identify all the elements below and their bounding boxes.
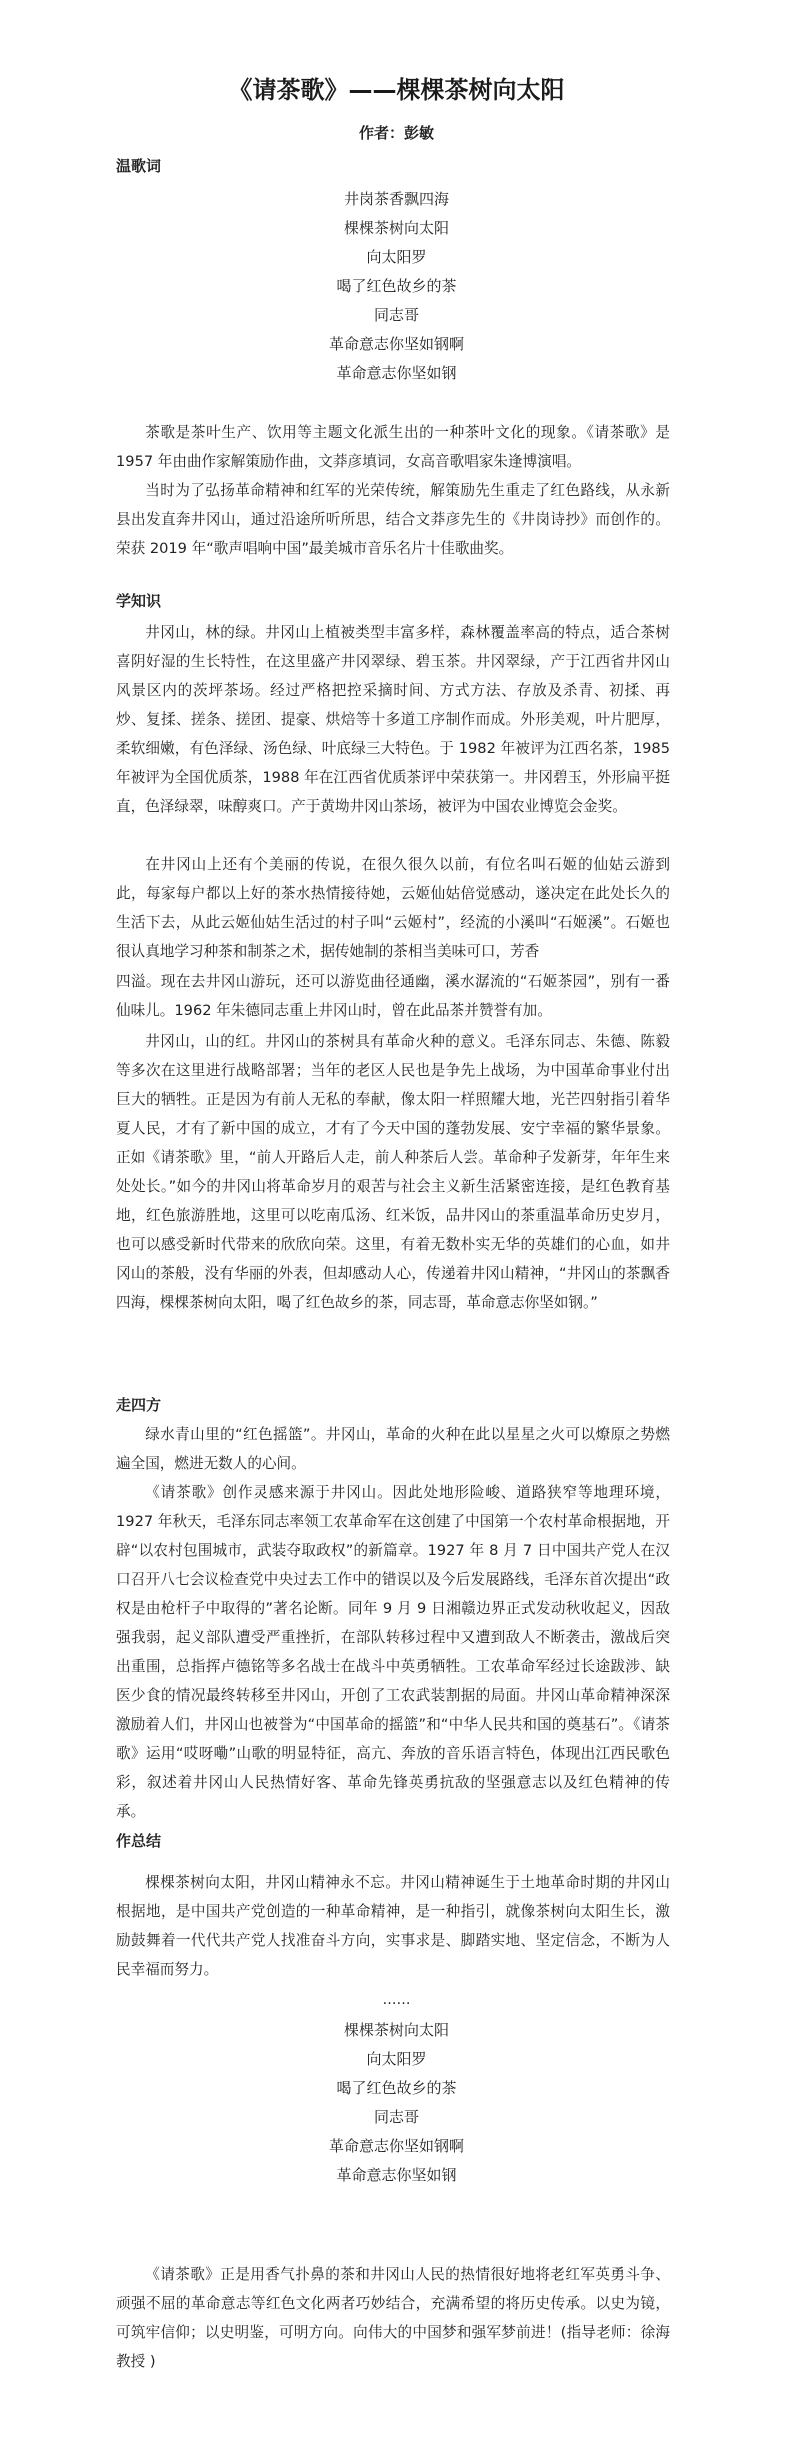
lyric-line: 喝了红色故乡的茶 [336, 2079, 457, 2097]
section-heading-lyrics: 温歌词 [116, 157, 162, 175]
knowledge-paragraph-1: 井冈山，林的绿。井冈山上植被类型丰富多样，森林覆盖率高的特点，适合茶树喜阴好湿的生长特性，在这里盛产井冈翠绿、碧玉茶。井冈翠绿，产于江西省井冈山风景区内的茨坪茶场。经过严格把控采摘时间、方式方法、存放及杀青、初揉、再炒、复揉、搓条、搓团、提豪、烘焙等十多道工序制作而成。外形美观，叶片肥厚，柔软细嫩，有色泽绿、汤色绿、叶底绿三大特色。于 1982 年被评为江西名茶，1985 年被评为全国优质茶，1988 年在江西省优质茶评中荣获第一。井冈碧玉，外形扁平挺直，色泽绿翠，味醇爽口。产于黄坳井冈山茶场，被评为中国农业博览会金奖。 [116, 624, 670, 815]
section-heading-walk: 走四方 [116, 1396, 162, 1414]
lyric-line: 革命意志你坚如钢啊 [328, 335, 464, 353]
lyric-line: 棵棵茶树向太阳 [343, 2021, 449, 2039]
intro-paragraph-1: 茶歌是茶叶生产、饮用等主题文化派生出的一种茶叶文化的现象。《请茶歌》是 1957 年由曲作家解策励作曲，文莽彦填词，女高音歌唱家朱逢博演唱。 [116, 424, 670, 470]
walk-paragraph-2: 《请茶歌》创作灵感来源于井冈山。因此处地形险峻、道路狭窄等地理环境，1927 年秋天，毛泽东同志率领工农革命军在这创建了中国第一个农村革命根据地，开辟“以农村包围城市，武装夺取政权”的新篇章。1927 年 8 月 7 日中国共产党人在汉口召开八七会议检查党中央过去工作中的错误以及今后发展路线，毛泽东首次提出“政权是由枪杆子中取得的”著名论断。同年 9 月 9 日湘赣边界正式发动秋收起义，因敌强我弱，起义部队遭受严重挫折，在部队转移过程中又遭到敌人不断袭击，激战后突出重围，总指挥卢德铭等多名战士在战斗中英勇牺牲。工农革命军经过长途跋涉、缺医少食的情况最终转移至井冈山，开创了工农武装割据的局面。井冈山革命精神深深激励着人们，井冈山也被誉为“中国革命的摇篮”和“中华人民共和国的奠基石”。《请茶歌》运用“哎呀嘞”山歌的明显特征，高亢、奔放的音乐语言特色，体现出江西民歌色彩，叙述着井冈山人民热情好客、革命先锋英勇抗敌的坚强意志以及红色精神的传承。 [116, 1484, 670, 1820]
lyric-line: 井岗茶香飘四海 [343, 190, 449, 208]
lyric-line: 喝了红色故乡的茶 [336, 277, 457, 295]
section-heading-knowledge: 学知识 [116, 592, 162, 610]
knowledge-paragraph-3: 井冈山，山的红。井冈山的茶树具有革命火种的意义。毛泽东同志、朱德、陈毅等多次在这里进行战略部署；当年的老区人民也是争先上战场，为中国革命事业付出巨大的牺牲。正是因为有前人无私的奉献，像太阳一样照耀大地，光芒四射指引着华夏人民，才有了新中国的成立，才有了今天中国的蓬勃发展、安宁幸福的繁华景象。正如《请茶歌》里，“前人开路后人走，前人种茶后人尝。革命种子发新芽，年年生来处处长。”如今的井冈山将革命岁月的艰苦与社会主义新生活紧密连接，是红色教育基地，红色旅游胜地，这里可以吃南瓜汤、红米饭，品井冈山的茶重温革命历史岁月，也可以感受新时代带来的欣欣向荣。这里，有着无数朴实无华的英雄们的心血，如井冈山的茶般，没有华丽的外表，但却感动人心，传递着井冈山精神，“井冈山的茶飘香四海，棵棵茶树向太阳，喝了红色故乡的茶，同志哥，革命意志你坚如钢。” [116, 1033, 670, 1311]
summary-paragraph: 棵棵茶树向太阳，井冈山精神永不忘。井冈山精神诞生于土地革命时期的井冈山根据地，是中国共产党创造的一种革命精神，是一种指引，就像茶树向太阳生长，激励鼓舞着一代代共产党人找准奋斗方向，实事求是、脚踏实地、坚定信念，不断为人民幸福而努力。 [116, 1874, 670, 1978]
lyric-line: 同志哥 [373, 2108, 419, 2126]
lyrics-block-2 [0, 2016, 793, 2190]
lyric-line: 革命意志你坚如钢 [336, 2166, 457, 2184]
lyrics-block-1 [0, 185, 793, 388]
lyric-line: 向太阳罗 [366, 248, 427, 266]
author-line: 作者：彭敏 [358, 124, 434, 142]
intro-paragraph-2: 当时为了弘扬革命精神和红军的光荣传统，解策励先生重走了红色路线，从永新县出发直奔井冈山，通过沿途所听所思，结合文莽彦先生的《井岗诗抄》而创作的。荣获 2019 年“歌声唱响中国”最美城市音乐名片十佳歌曲奖。 [116, 482, 670, 557]
lyric-line: 棵棵茶树向太阳 [343, 219, 449, 237]
lyric-line: 向太阳罗 [366, 2050, 427, 2068]
closing-paragraph: 《请茶歌》正是用香气扑鼻的茶和井冈山人民的热情很好地将老红军英勇斗争、顽强不屈的革命意志等红色文化两者巧妙结合，充满希望的将历史传承。以史为镜，可筑牢信仰；以史明鉴，可明方向。向伟大的中国梦和强军梦前进！(指导老师：徐海教授 ) [116, 2266, 670, 2370]
knowledge-paragraph-2: 在井冈山上还有个美丽的传说，在很久很久以前，有位名叫石姬的仙姑云游到此，每家每户都以上好的茶水热情接待她，云姬仙姑倍觉感动，遂决定在此处长久的生活下去，从此云姬仙姑生活过的村子叫“云姬村”，经流的小溪叫“石姬溪”。石姬也很认真地学习种茶和制茶之术，据传她制的茶相当美味可口，芳香 [116, 856, 670, 960]
ellipsis: …… [382, 1992, 411, 2008]
article-title: 《请茶歌》——棵棵茶树向太阳 [228, 76, 565, 104]
walk-paragraph-1: 绿水青山里的“红色摇篮”。井冈山，革命的火种在此以星星之火可以燎原之势燃遍全国，燃进无数人的心间。 [116, 1426, 670, 1472]
lyric-line: 革命意志你坚如钢 [336, 364, 457, 382]
lyric-line: 革命意志你坚如钢啊 [328, 2137, 464, 2155]
section-heading-summary: 作总结 [116, 1832, 162, 1850]
lyric-line: 同志哥 [373, 306, 419, 324]
knowledge-paragraph-2-continued: 四溢。现在去井冈山游玩，还可以游览曲径通幽，溪水潺流的“石姬茶园”，别有一番仙味儿。1962 年朱德同志重上井冈山时，曾在此品茶并赞誉有加。 [116, 973, 670, 1019]
